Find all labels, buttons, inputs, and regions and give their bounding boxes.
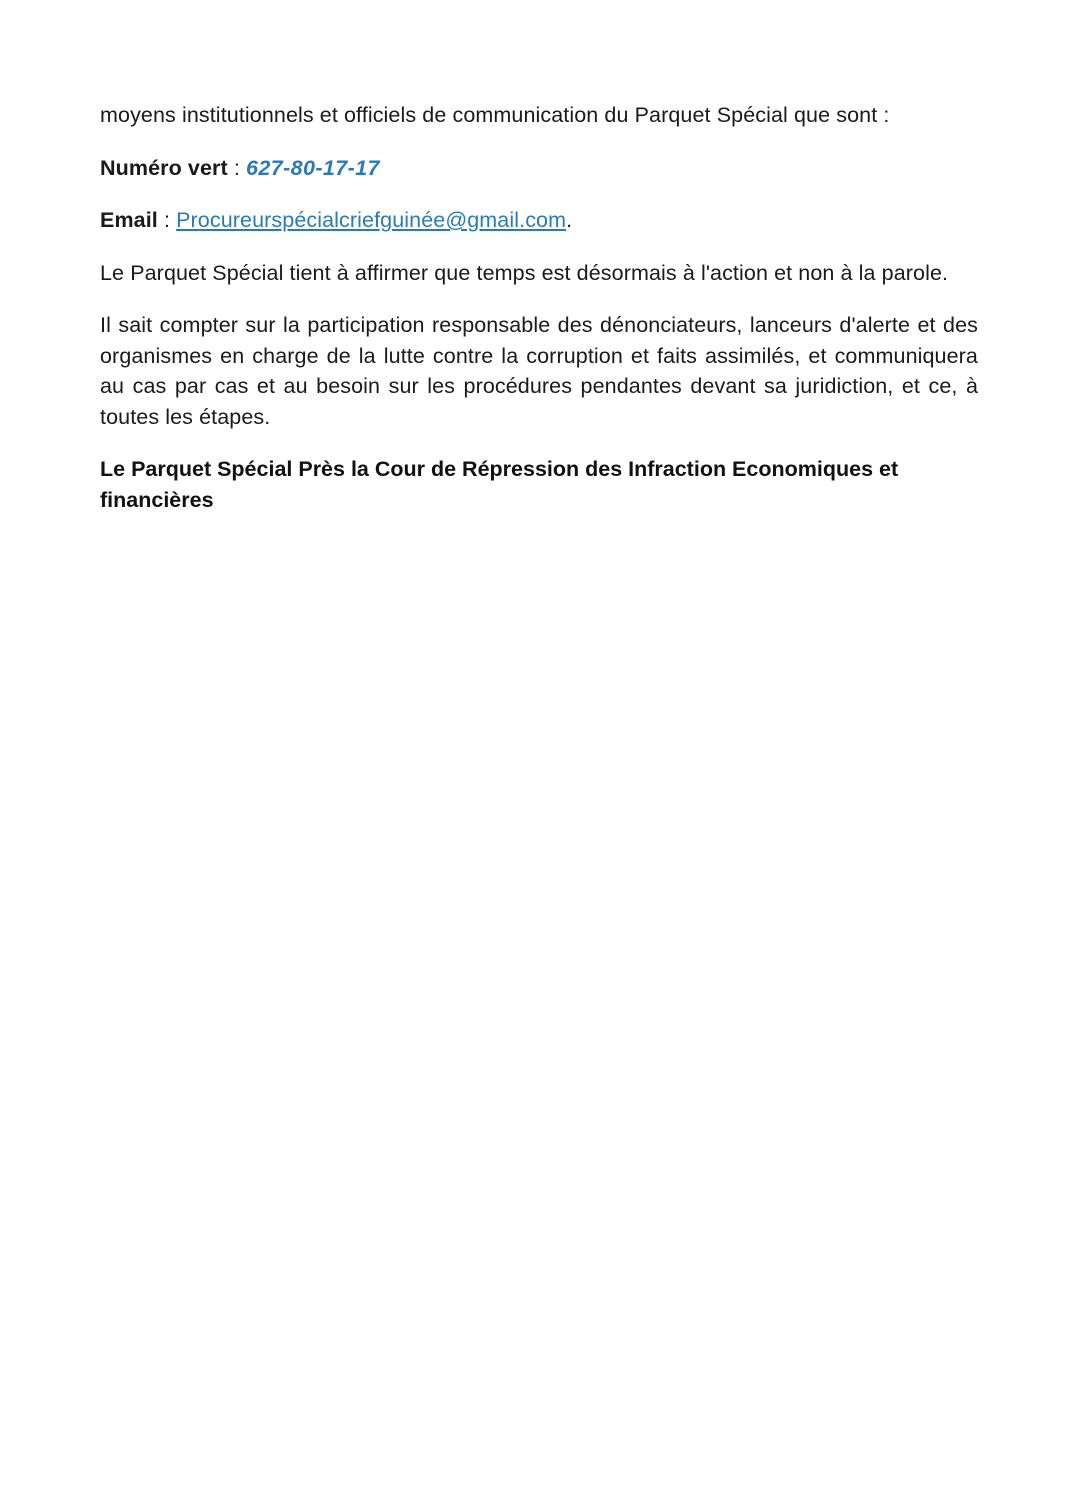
email-separator: :: [157, 208, 177, 233]
signature-block: Le Parquet Spécial Près la Cour de Répression des Infraction Economiques et financières: [100, 457, 899, 512]
paragraph-affirmation: Le Parquet Spécial tient à affirmer que temps est désormais à l'action et non à la parole.: [100, 260, 949, 285]
email-link[interactable]: Procureurspécialcriefguinée@gmail.com: [176, 208, 567, 233]
email-label: Email: [100, 208, 158, 233]
document-body: [100, 100, 978, 515]
paragraph-intro: moyens institutionnels et officiels de communication du Parquet Spécial que sont :: [100, 103, 890, 127]
email-trailing-period: .: [566, 208, 573, 233]
contact-phone-line: [100, 153, 978, 184]
phone-separator: :: [227, 155, 246, 180]
contact-email-line: [100, 205, 978, 236]
paragraph-participation: Il sait compter sur la participation responsable des dénonciateurs, lanceurs d'alerte et des organismes en charge de la lutte contre la corruption et faits assimilés, et communiquera au cas par cas et au besoin sur les procédures pendantes devant sa juridiction, et ce, à toutes les étapes.: [100, 313, 978, 429]
phone-label: Numéro vert: [100, 155, 228, 180]
phone-value[interactable]: 627-80-17-17: [245, 155, 380, 180]
